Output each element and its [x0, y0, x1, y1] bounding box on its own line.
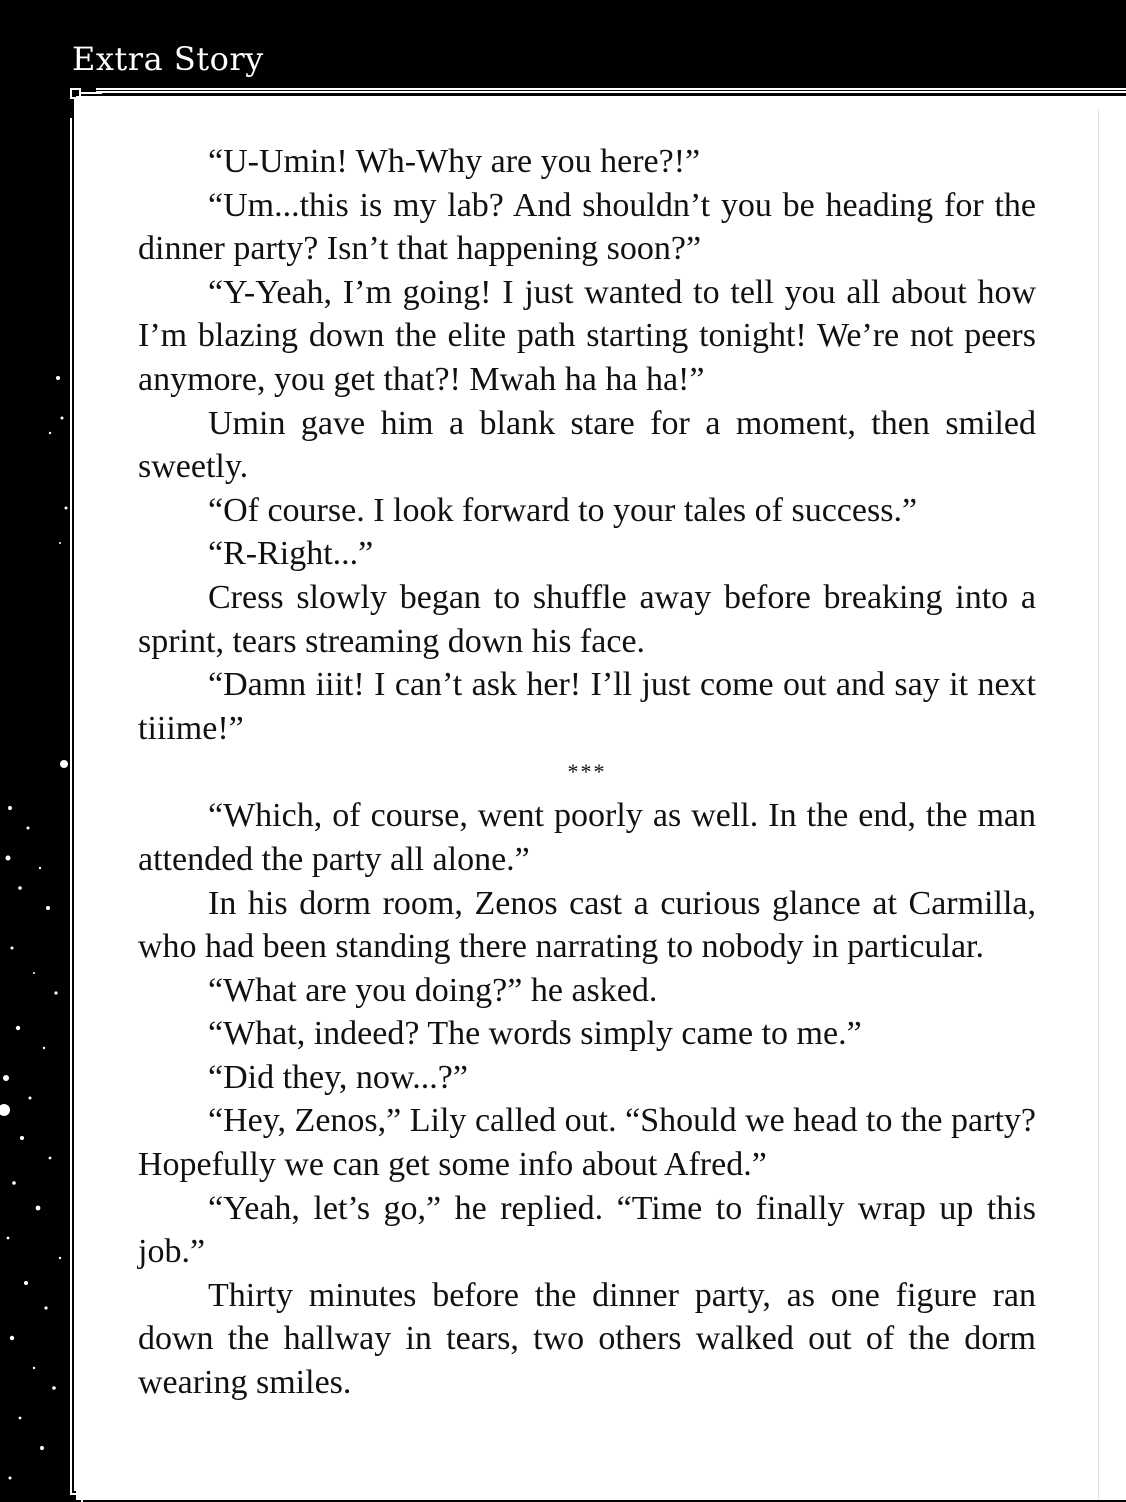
paragraph: Cress slowly began to shuffle away before breaking into a sprint, tears streaming down his face.: [138, 578, 1036, 660]
paragraph: Umin gave him a blank stare for a moment, then smiled sweetly.: [138, 404, 1036, 486]
paragraph: “R-Right...”: [208, 535, 374, 573]
paragraph: “Which, of course, went poorly as well. In the end, the man attended the party all alone.”: [138, 797, 1036, 878]
chapter-title: Extra Story: [72, 40, 264, 78]
frame-corner-ornament-bottom: [68, 1468, 102, 1502]
paragraph: “What are you doing?” he asked.: [208, 971, 658, 1009]
paragraph: In his dorm room, Zenos cast a curious glance at Carmilla, who had been standing there narrating to nobody in particular.: [138, 884, 1036, 966]
paragraph: “U-Umin! Wh-Why are you here?!”: [208, 143, 701, 180]
frame-left-border: [70, 118, 76, 1482]
paragraph: “Um...this is my lab? And shouldn’t you be heading for the dinner party? Isn’t that happening soon?”: [138, 186, 1036, 268]
frame-corner-ornament-top: [68, 86, 102, 120]
paragraph: “Yeah, let’s go,” he replied. “Time to finally wrap up this job.”: [138, 1189, 1036, 1271]
paragraph: “Hey, Zenos,” Lily called out. “Should we head to the party? Hopefully we can get some info about Afred.”: [138, 1102, 1036, 1184]
paragraph: “What, indeed? The words simply came to me.”: [208, 1015, 862, 1053]
scene-break: ***: [567, 759, 607, 785]
paragraph: “Y-Yeah, I’m going! I just wanted to tell you all about how I’m blazing down the elite path starting tonight! We’re not peers anymore, you get that?! Mwah ha ha ha!”: [138, 273, 1036, 398]
header-bar: [0, 0, 1126, 88]
paragraph: “Damn iiit! I can’t ask her! I’ll just come out and say it next tiiime!”: [138, 666, 1036, 747]
paragraph: “Did they, now...?”: [208, 1058, 468, 1096]
paragraph: Thirty minutes before the dinner party, as one figure ran down the hallway in tears, two others walked out of the dorm wearing smiles.: [138, 1276, 1036, 1402]
paragraph: “Of course. I look forward to your tales of success.”: [208, 491, 918, 529]
story-text: [138, 140, 1036, 1405]
frame-top-border: [96, 88, 1126, 93]
page-gutter-line: [1098, 110, 1099, 1500]
starfield-decoration: [0, 88, 70, 1500]
